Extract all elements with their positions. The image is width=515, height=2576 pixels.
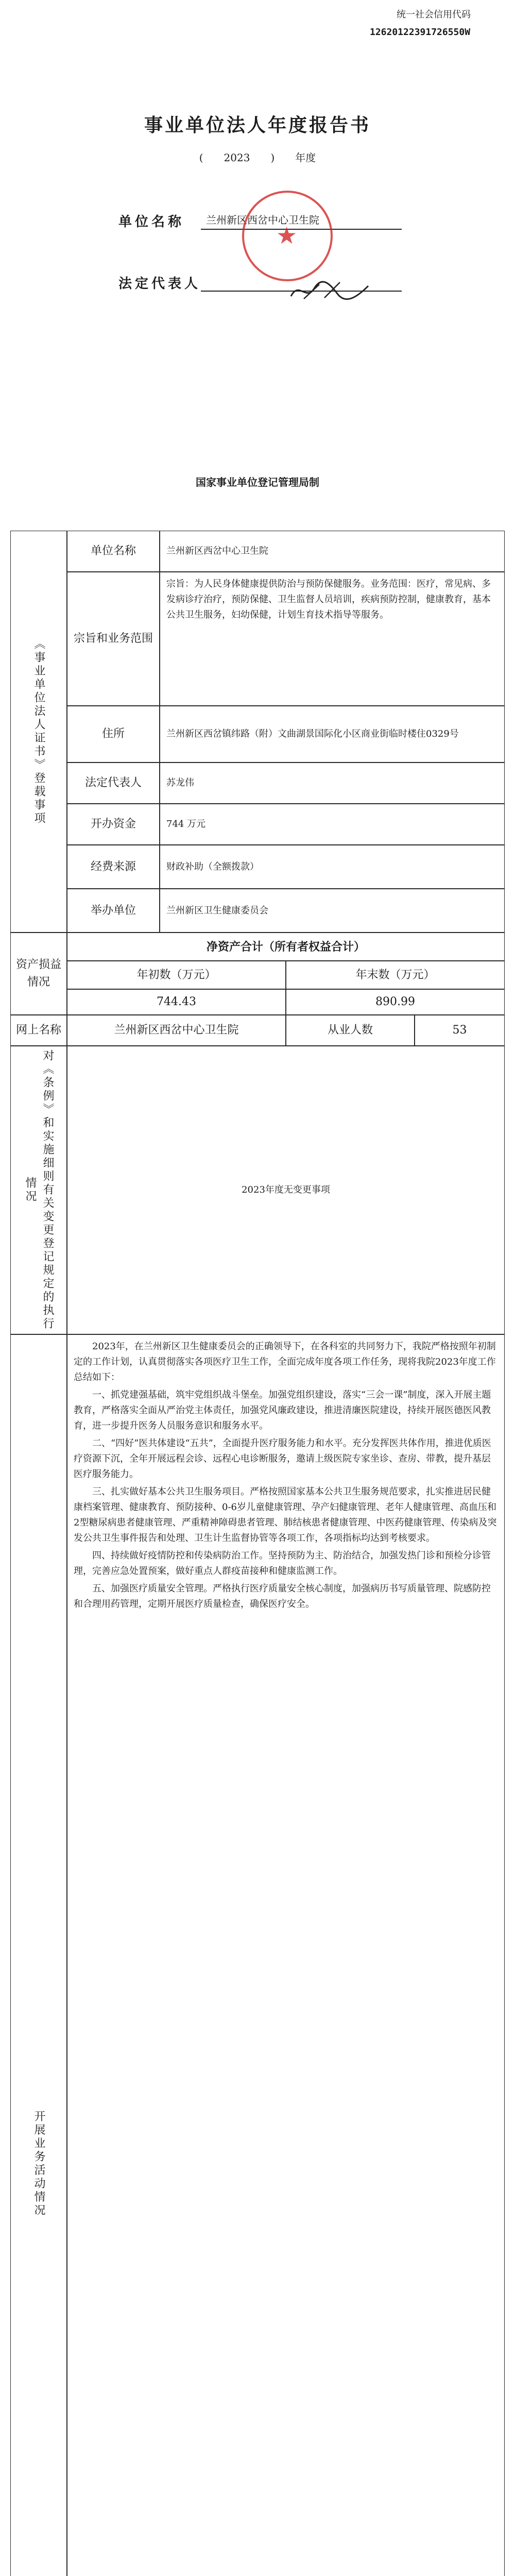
reg-sponsor-value: 兰州新区卫生健康委员会 [160, 889, 505, 933]
reg-purpose-label: 宗旨和业务范围 [67, 572, 160, 706]
report-title: 事业单位法人年度报告书 [144, 114, 371, 136]
year-value: 2023 [224, 151, 250, 164]
year-suffix: 年度 [295, 151, 316, 164]
unit-name-value: 兰州新区西岔中心卫生院 [201, 211, 402, 230]
credit-code: 12620122391726550W [370, 27, 471, 38]
business-text [67, 1334, 505, 2576]
assets-section-label: 资产损益情况 [10, 933, 67, 1015]
staff-value: 53 [415, 1015, 505, 1046]
reg-unit-name-label: 单位名称 [67, 531, 160, 572]
business-paragraph: 三、扎实做好基本公共卫生服务项目。严格按照国家基本公共卫生服务规范要求，扎实推进居民健康档案管理、健康教育、预防接种、0-6岁儿童健康管理、孕产妇健康管理、老年人健康管理、高血压和2型糖尿病患者健康管理、严重精神障碍患者管理、肺结核患者健康管理、中医药健康管理、传染病及突发公共卫生事件报告和处理、卫生计生监督协管等各项工作，各项指标均达到考核要求。 [74, 1486, 497, 1544]
unit-name-label: 单位名称 [118, 214, 185, 230]
registration-section-label: 《事业单位法人证书》登载事项 [10, 531, 67, 933]
issuer-line: 国家事业单位登记管理局制 [196, 476, 319, 488]
year-close-paren: ) [270, 151, 275, 164]
report-table [10, 531, 505, 2576]
legal-rep-signature [288, 278, 371, 304]
assets-end-value: 890.99 [286, 989, 505, 1015]
reg-address-label: 住所 [67, 706, 160, 762]
cover-page [0, 0, 515, 505]
reg-purpose-value: 宗旨：为人民身体健康提供防治与预防保健服务。业务范围：医疗，常见病、多发病诊疗治疗，预防保健、卫生监督人员培训，疾病预防控制，健康教育，基本公共卫生服务，妇幼保健，计划生育技术指导等服务。 [160, 572, 505, 706]
reg-legal-rep-value: 苏龙伟 [160, 762, 505, 804]
reg-address-value: 兰州新区西岔镇纬路（附）文曲湖景国际化小区商业街临时楼住0329号 [160, 706, 505, 762]
reg-funding-value: 财政补助（全额拨款） [160, 845, 505, 889]
website-label: 网上名称 [10, 1015, 67, 1046]
business-paragraph: 一、抓党建强基础，筑牢党组织战斗堡垒。加强党组织建设，落实“三会一课”制度，深入开展主题教育，严格落实全面从严治党主体责任，加强党风廉政建设，推进清廉医院建设，持续开展医德医风教育，进一步提升医务人员服务意识和服务水平。 [74, 1389, 491, 1431]
assets-header: 净资产合计（所有者权益合计） [67, 933, 505, 961]
website-value: 兰州新区西岔中心卫生院 [67, 1015, 286, 1046]
business-paragraph: 四、持续做好疫情防控和传染病防治工作。坚持预防为主、防治结合，加强发热门诊和预检分诊管理，完善应急处置预案，做好重点人群疫苗接种和健康监测工作。 [74, 1550, 491, 1577]
legal-rep-label: 法定代表人 [118, 276, 201, 292]
business-paragraph: 2023年，在兰州新区卫生健康委员会的正确领导下，在各科室的共同努力下，我院严格按照年初制定的工作计划，认真贯彻落实各项医疗卫生工作，全面完成年度各项工作任务，现将我院2023年度工作总结如下： [74, 1341, 496, 1383]
changes-section-label: 对《条例》和实施细则有关变更登记规定的执行情况 [10, 1046, 67, 1334]
assets-begin-label: 年初数（万元） [67, 961, 286, 989]
report-year [0, 149, 515, 164]
assets-end-label: 年末数（万元） [286, 961, 505, 989]
reg-capital-label: 开办资金 [67, 804, 160, 845]
reg-funding-label: 经费来源 [67, 845, 160, 889]
official-seal-icon [242, 191, 333, 281]
reg-sponsor-label: 举办单位 [67, 889, 160, 933]
business-section-label: 开展业务活动情况 [10, 1334, 67, 2576]
reg-legal-rep-label: 法定代表人 [67, 762, 160, 804]
year-open-paren: ( [199, 151, 203, 164]
staff-label: 从业人数 [286, 1015, 415, 1046]
assets-begin-value: 744.43 [67, 989, 286, 1015]
changes-text: 2023年度无变更事项 [67, 1046, 505, 1334]
business-paragraph: 二、“四好”医共体建设“五共”，全面提升医疗服务能力和水平。充分发挥医共体作用，推进优质医疗资源下沉，全年开展远程会诊、远程心电诊断服务，邀请上级医院专家坐诊、查房、带教，提升基层医疗服务能力。 [74, 1438, 491, 1480]
reg-capital-value: 744 万元 [160, 804, 505, 845]
reg-unit-name-value: 兰州新区西岔中心卫生院 [160, 531, 505, 572]
credit-code-label: 统一社会信用代码 [397, 9, 471, 20]
business-paragraph: 五、加强医疗质量安全管理。严格执行医疗质量安全核心制度，加强病历书写质量管理、院感防控和合理用药管理，定期开展医疗质量检查，确保医疗安全。 [74, 1583, 491, 1609]
